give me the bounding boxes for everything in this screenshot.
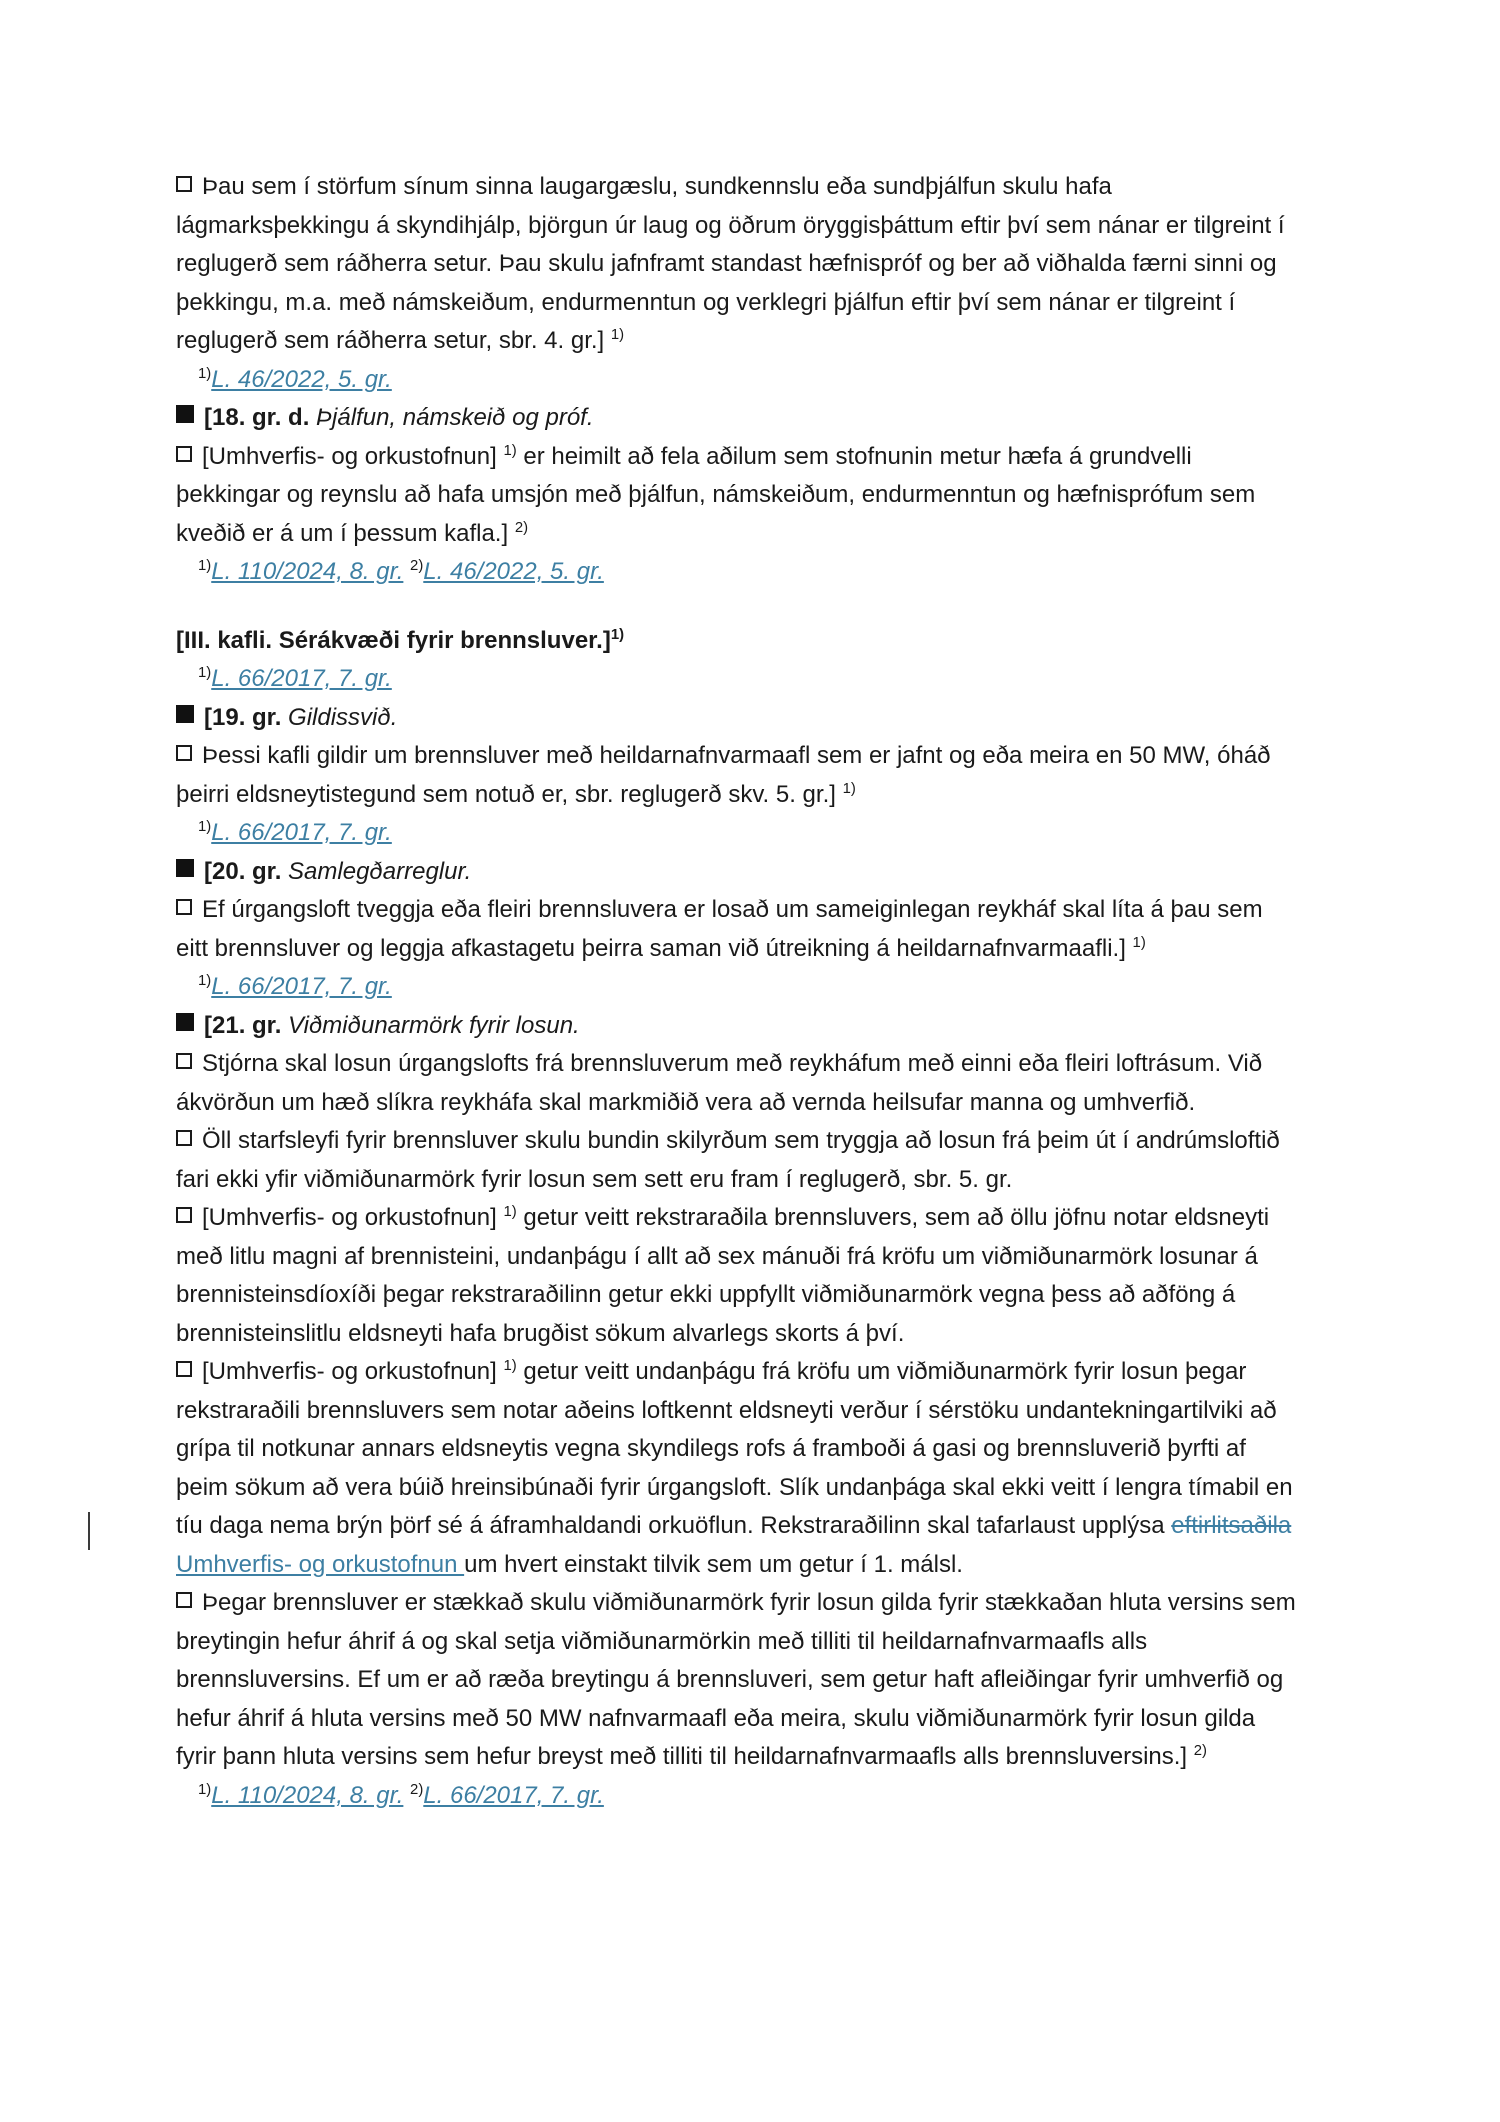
footnote-marker: 2) [410,558,424,574]
document-body [176,168,1298,1815]
law-reference-link[interactable]: L. 66/2017, 7. gr. [211,973,392,1000]
deleted-text: eftirlitsaðila [1171,1512,1292,1539]
law-reference-link[interactable]: L. 66/2017, 7. gr. [211,665,392,692]
empty-square-icon [176,1053,192,1069]
footnote-marker: 1) [503,1358,517,1374]
empty-square-icon [176,176,192,192]
footnote-marker: 1) [503,442,517,459]
italic-text: Samlegðarreglur. [288,857,472,885]
footnote-marker: 1) [610,327,625,343]
footnote-marker: 1) [1132,934,1146,951]
inserted-text: Umhverfis- og orkustofnun [176,1550,465,1578]
change-bar [88,1512,90,1550]
empty-square-icon [176,1592,192,1608]
reference-line [176,361,1298,400]
text-segment: er heimilt að fela aðilum sem stofnunin metur hæfa á grundvelli þekkingar og reynslu að hafa umsjón með þjálfun, námskeiðum, endurmenntun og hæfnisprófum sem kveðið er á um í þessum kafla.] [176,442,1256,547]
text-segment: Þessi kafli gildir um brennsluver með heildarnafnvarmaafl sem er jafnt og eða meira en 50 MW, óháð þeirri eldsneytistegund sem notuð er, sbr. reglugerð skv. 5. gr.] [176,742,1271,808]
reference-line [176,660,1298,699]
footnote-marker: 1) [198,819,212,835]
filled-square-icon [176,1013,194,1031]
footnote-marker: 1) [198,558,212,574]
footnote-marker: 2) [514,519,529,536]
text-segment: getur veitt undanþágu frá kröfu um viðmiðunarmörk fyrir losun þegar rekstraraðili brennsluvers sem notar aðeins loftkennt eldsneyti verður í sérstöku undantekningartilviki að grípa til notkunar annars eldsneytis vegna skyndilegs rofs á framboði á gasi og brennsluverið þyrfti af þeim sökum að vera búið hreinsibúnaði fyrir úrgangsloft. Slík undanþága skal ekki veitt í lengra tímabil en tíu daga nema brýn þörf sé á áframhaldandi orkuöflun. Rekstraraðilinn skal tafarlaust upplýsa [176,1358,1293,1539]
law-reference-link[interactable]: L. 46/2022, 5. gr. [211,365,392,393]
footnote-marker: 2) [1193,1743,1207,1759]
footnote-marker: 2) [410,1781,424,1798]
footnote-marker: 1) [503,1204,517,1220]
text-segment: getur veitt rekstraraðila brennsluvers, sem að öllu jöfnu notar eldsneyti með litlu magni af brennisteini, undanþágu í allt að sex mánuði frá kröfu um viðmiðunarmörk losunar á brennisteinsdíoxíði þegar rekstraraðilinn getur ekki uppfyllt viðmiðunarmörk vegna þess að aðföng á brennisteinslitlu eldsneyti hafa brugðist sökum alvarlegs skorts á því. [176,1204,1270,1347]
text-segment: Öll starfsleyfi fyrir brennsluver skulu bundin skilyrðum sem tryggja að losun frá þeim út í andrúmsloftið fari ekki yfir viðmiðunarmörk fyrir losun sem sett eru fram í reglugerð, sbr. 5. gr. [176,1127,1280,1193]
text-segment: Þegar brennsluver er stækkað skulu viðmiðunarmörk fyrir losun gilda fyrir stækkaðan hluta versins sem breytingin hefur áhrif á og skal setja viðmiðunarmörkin með tilliti til heildarnafnvarmaafls alls brennsluversins. Ef um er að ræða breytingu á brennsluveri, sem getur haft afleiðingar fyrir umhverfið og hefur áhrif á hluta versins með 50 MW nafnvarmaafl eða meira, skulu viðmiðunarmörk fyrir losun gilda fyrir þann hluta versins sem hefur breyst með tilliti til heildarnafnvarmaafls alls brennsluversins.] [176,1589,1296,1770]
article-heading [176,399,1298,438]
filled-square-icon [176,859,194,877]
reference-line [176,1777,1298,1816]
bold-text: [20. gr. [204,857,289,885]
text-segment: um hvert einstakt tilvik sem um getur í 1. málsl. [464,1550,963,1578]
law-paragraph [176,891,1298,968]
text-segment: [Umhverfis- og orkustofnun] [202,442,504,470]
law-paragraph [176,1122,1298,1199]
italic-text: Þjálfun, námskeið og próf. [316,404,594,431]
reference-line [176,968,1298,1007]
reference-line [176,814,1298,853]
law-paragraph [176,1045,1298,1122]
footnote-marker: 1) [198,973,212,989]
reference-line [176,553,1298,592]
italic-text: Gildissvið. [288,703,398,731]
bold-text: [21. gr. [204,1011,289,1039]
article-heading [176,1007,1298,1046]
empty-square-icon [176,1207,192,1223]
filled-square-icon [176,705,194,723]
footnote-marker: 1) [198,365,212,382]
empty-square-icon [176,1361,192,1377]
footnote-marker: 1) [198,1781,212,1798]
empty-square-icon [176,1130,192,1146]
law-paragraph [176,737,1298,814]
law-reference-link[interactable]: L. 66/2017, 7. gr. [211,819,392,846]
law-paragraph [176,1199,1298,1353]
law-paragraph [176,438,1298,554]
empty-square-icon [176,446,192,462]
chapter-heading [176,622,1298,661]
text-segment: Þau sem í störfum sínum sinna laugargæslu, sundkennslu eða sundþjálfun skulu hafa lágmarksþekkingu á skyndihjálp, björgun úr laug og öðrum öryggisþáttum eftir því sem nánar er tilgreint í reglugerð sem ráðherra setur. Þau skulu jafnframt standast hæfnispróf og ber að viðhalda færni sinni og þekkingu, m.a. með námskeiðum, endurmenntun og verklegri þjálfun eftir því sem nánar er tilgreint í reglugerð sem ráðherra setur, sbr. 4. gr.] [176,173,1285,354]
italic-text: Viðmiðunarmörk fyrir losun. [288,1011,580,1039]
article-heading [176,853,1298,892]
law-paragraph [176,1584,1298,1777]
footnote-marker: 1) [610,626,625,643]
text-segment: Ef úrgangsloft tveggja eða fleiri brennsluvera er losað um sameiginlegan reykháf skal líta á þau sem eitt brennsluver og leggja afkastagetu þeirra saman við útreikning á heildarnafnvarmaafli.] [176,896,1263,962]
bold-text: [III. kafli. Sérákvæði fyrir brennsluver.] [176,626,611,654]
law-reference-link[interactable]: L. 66/2017, 7. gr. [423,1781,604,1809]
empty-square-icon [176,745,192,761]
text-segment: [Umhverfis- og orkustofnun] [202,1358,504,1385]
law-reference-link[interactable]: L. 46/2022, 5. gr. [423,558,604,585]
text-segment: Stjórna skal losun úrgangslofts frá brennsluverum með reykháfum með einni eða fleiri loftrásum. Við ákvörðun um hæð slíkra reykháfa skal markmiðið vera að vernda heilsufar manna og umhverfið. [176,1050,1263,1116]
footnote-marker: 1) [198,665,212,681]
article-heading [176,699,1298,738]
bold-text: [18. gr. d. [204,404,317,431]
empty-square-icon [176,899,192,915]
footnote-marker: 1) [842,780,856,797]
law-paragraph [176,168,1298,361]
law-reference-link[interactable]: L. 110/2024, 8. gr. [211,1781,404,1809]
filled-square-icon [176,405,194,423]
law-reference-link[interactable]: L. 110/2024, 8. gr. [211,558,404,585]
text-segment: [Umhverfis- og orkustofnun] [202,1204,504,1231]
bold-text: [19. gr. [204,703,289,731]
law-paragraph [176,1353,1298,1584]
